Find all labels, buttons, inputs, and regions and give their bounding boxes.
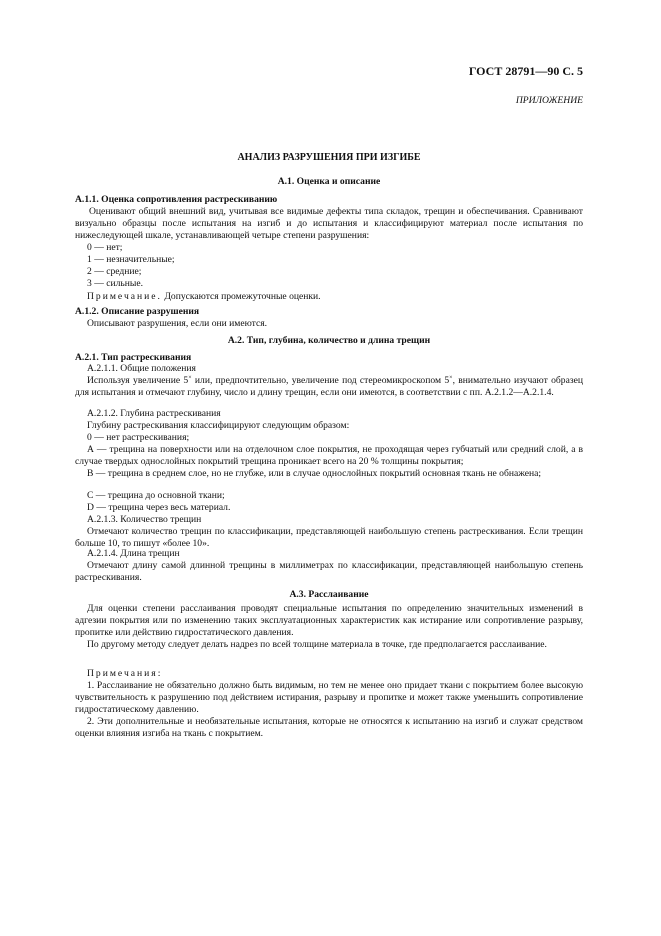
paragraph-a211-part2: или, предпочтительно, увеличение под стереомикроскопом 5 [191,375,450,386]
depth-class-d: D — трещина через весь материал. [87,502,231,513]
paragraph-a211-part3: , внимательно изучают образец для испытания и отмечают глубину, число и длину трещин, если они имеются, в соответствии с пп. А.2.1.2—А.2.1.4. [75,375,584,398]
paragraph-a211 [75,375,583,399]
notes-label [75,668,583,680]
clause-title-a212: А.2.1.2. Глубина растрескивания [87,408,221,419]
paragraph-a211-part1: Используя увеличение 5 [87,375,189,386]
list-item: 3 — сильные. [87,278,143,289]
list-item: 1 — незначительные; [87,254,175,265]
note-label: Примечание. [87,291,162,302]
clause-title-a213: А.2.1.3. Количество трещин [87,514,202,525]
clause-title-a211: А.2.1.1. Общие положения [87,363,196,374]
section-heading-a1: А.1. Оценка и описание [277,176,381,187]
document-reference: ГОСТ 28791—90 С. 5 [468,64,583,78]
note-a11 [75,291,583,303]
page-title: АНАЛИЗ РАЗРУШЕНИЯ ПРИ ИЗГИБЕ [237,152,421,163]
damage-scale-list [75,242,583,290]
paragraph-a3-2: По другому методу следует делать надрез по всей толщине материала в точке, где предполагается расслаивание. [87,639,547,650]
paragraph-a11: Оценивают общий внешний вид, учитывая все видимые дефекты типа складок, трещин и обеспечивания. Сравнивают визуально образцы после испытания на изгиб и до испытания и классифицируют материал после испытания по нижеследующей шкале, устанавливающей четыре степени разрушения: [75,206,583,241]
paragraph-a3-1: Для оценки степени расслаивания проводят специальные испытания по определению значительных изменений в адгезии покрытия или по изменению таких эксплуатационных характеристик как истирание или сопротивление разрыву, пропитке или действию гидростатического давления. [75,603,583,638]
notes-label-text: Примечания: [87,668,163,679]
paragraph-a214: Отмечают длину самой длинной трещины в миллиметрах по классификации, представляющей наибольшую степень растрескивания. [75,560,583,583]
subsection-heading-a11: А.1.1. Оценка сопротивления растрескиванию [75,194,278,205]
subsection-heading-a21: А.2.1. Тип растрескивания [75,352,192,363]
list-item: 2 — средние; [87,266,142,277]
paragraph-a12: Описывают разрушения, если они имеются. [87,318,268,329]
subsection-heading-a12: А.1.2. Описание разрушения [75,306,200,317]
magnification-sign: × [188,375,192,381]
clause-title-a214: А.2.1.4. Длина трещин [87,548,180,559]
paragraph-a213: Отмечают количество трещин по классификации, представляющей наибольшую степень растрескивания. Если трещин больше 10, то пишут «более 10». [75,526,583,549]
section-heading-a3: А.3. Расслаивание [289,589,369,600]
appendix-label: ПРИЛОЖЕНИЕ [515,95,583,106]
depth-class-0: 0 — нет растрескивания; [87,432,190,443]
depth-class-a: А — трещина на поверхности или на отделочном слое покрытия, не проходящая через губчатый или средний слой, а в случае твердых однослойных покрытий трещина проникает всего на 20 % толщины покрытия; [75,444,583,467]
list-item: 0 — нет; [87,242,123,253]
paragraph-a212: Глубину растрескивания классифицируют следующим образом: [87,420,350,431]
depth-class-c: С — трещина до основной ткани; [87,490,225,501]
note-1: 1. Расслаивание не обязательно должно быть видимым, но тем не менее оно придает ткани с покрытием более высокую чувствительность к разрушению под действием истирания, разрыву и пропитке и может также уменьшить сопротивление гидростатическому давлению. [75,680,583,715]
magnification-sign: × [449,375,453,381]
note-2: 2. Эти дополнительные и необязательные испытания, которые не относятся к испытанию на изгиб и служат средством оценки влияния изгиба на ткань с покрытием. [75,716,583,739]
note-text: Допускаются промежуточные оценки. [161,291,321,302]
depth-class-b: В — трещина в среднем слое, но не глубже, или в случае однослойных покрытий основная ткань не обнажена; [87,468,542,479]
section-heading-a2: А.2. Тип, глубина, количество и длина трещин [227,335,431,346]
